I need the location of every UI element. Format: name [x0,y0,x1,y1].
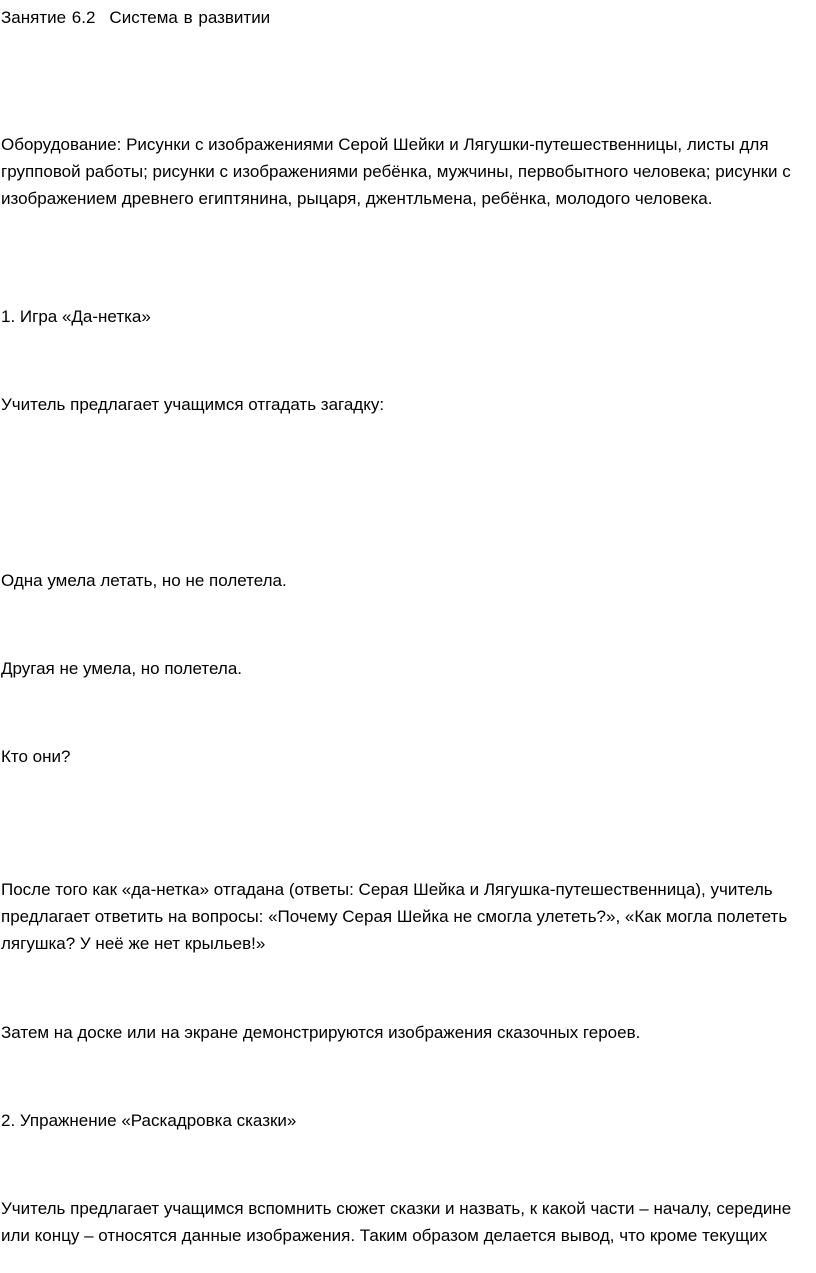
lesson-title [1,4,813,31]
exercise-2-heading: 2. Упражнение «Раскадровка сказки» [1,1111,297,1130]
teacher-plot-paragraph: Учитель предлагает учащимся вспомнить сюжет сказки и назвать, к какой части – началу, середине или концу – относятся данные изображения. Таким образом делается вывод, что кроме текущих [1,1199,792,1245]
lesson-name: Система в развитии [109,8,271,27]
riddle-line-3: Кто они? [1,747,71,766]
riddle-line-1: Одна умела летать, но не полетела. [1,571,287,590]
teacher-riddle-paragraph: Учитель предлагает учащимся отгадать загадку: [1,395,385,414]
lesson-number: Занятие 6.2 [1,8,96,27]
riddle-line-2: Другая не умела, но полетела. [1,659,243,678]
game-1-heading: 1. Игра «Да-нетка» [1,307,151,326]
demonstration-paragraph: Затем на доске или на экране демонстрируются изображения сказочных героев. [1,1023,641,1042]
after-riddle-paragraph: После того как «да-нетка» отгадана (ответы: Серая Шейка и Лягушка-путешественница), учитель предлагает ответить на вопросы: «Почему Серая Шейка не смогла улететь?», «Как могла полететь лягушка? У неё же нет крыльев!» [1,880,788,953]
equipment-paragraph: Оборудование: Рисунки с изображениями Серой Шейки и Лягушки-путешественницы, листы для групповой работы; рисунки с изображениями ребёнка, мужчины, первобытного человека; рисунки с изображением древнего египтянина, рыцаря, джентльмена, ребёнка, молодого человека. [1,135,791,208]
